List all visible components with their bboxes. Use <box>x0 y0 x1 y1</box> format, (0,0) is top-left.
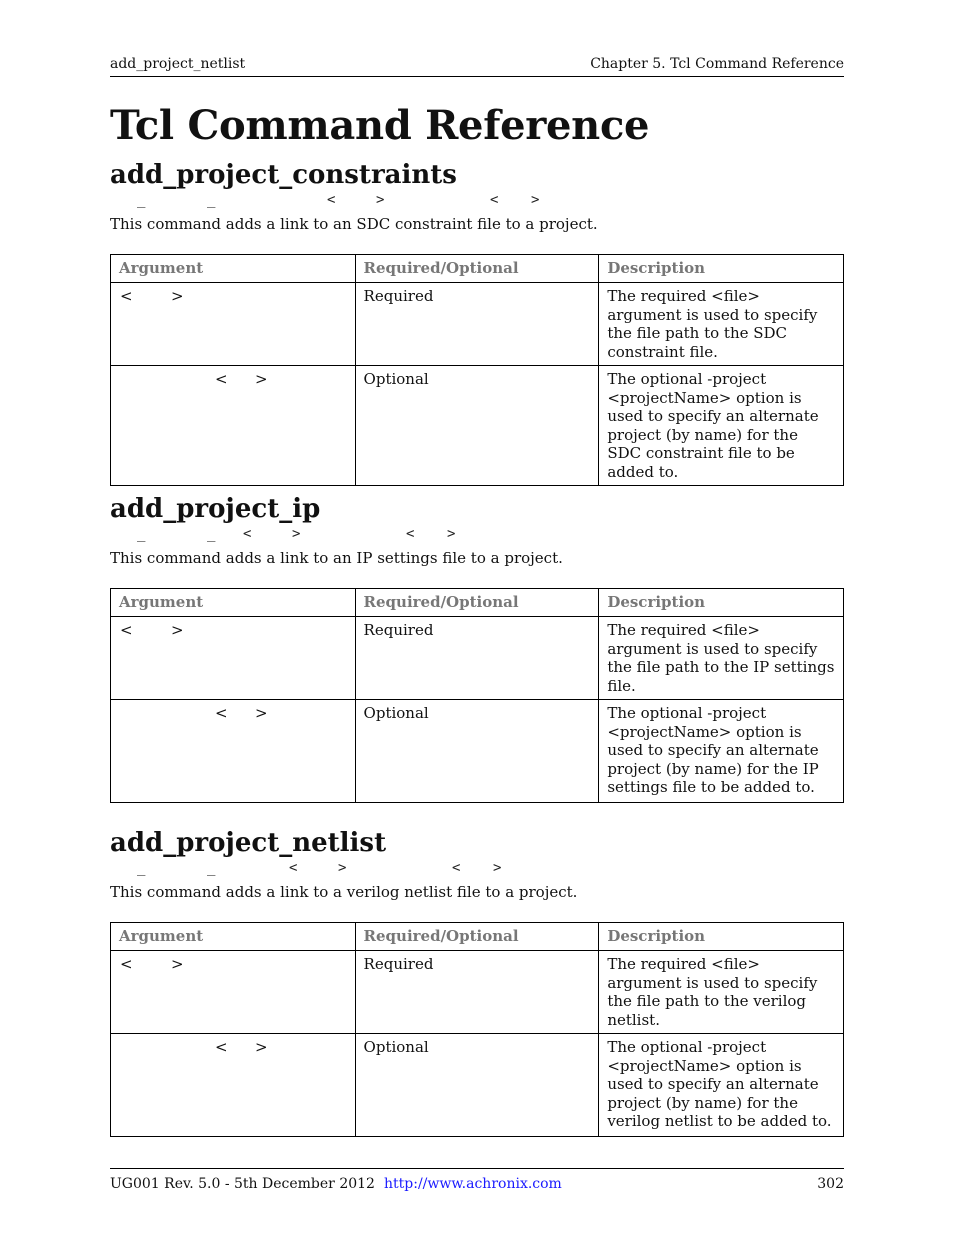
section-title: add_project_ip <box>110 494 321 524</box>
arguments-table <box>110 588 844 803</box>
argument-cell <box>111 951 356 1034</box>
syntax-underscore: _ <box>207 192 216 208</box>
argument-cell <box>111 283 356 366</box>
section-add-project-netlist <box>110 826 844 1137</box>
syntax-lt: < <box>406 526 415 542</box>
command-syntax <box>110 526 844 548</box>
column-header-argument: Argument <box>111 589 356 617</box>
column-header-required: Required/Optional <box>355 923 599 951</box>
table-row <box>111 617 844 700</box>
command-syntax <box>110 860 844 882</box>
argument-cell <box>111 700 356 803</box>
argument-cell <box>111 617 356 700</box>
argument-cell <box>111 366 356 486</box>
syntax-lt: < <box>490 192 499 208</box>
argument-lt: < <box>215 704 228 722</box>
command-description: This command adds a link to a verilog netlist file to a project. <box>110 883 578 901</box>
table-row <box>111 366 844 486</box>
table-row <box>111 283 844 366</box>
argument-gt: > <box>255 704 268 722</box>
required-cell: Required <box>355 951 599 1034</box>
argument-gt: > <box>171 955 184 973</box>
argument-lt: < <box>120 955 133 973</box>
description-cell: The required <file> argument is used to specify the file path to the IP settings file. <box>599 617 844 700</box>
description-cell: The optional -project <projectName> option is used to specify an alternate project (by name) for the verilog netlist to be added to. <box>599 1034 844 1137</box>
column-header-description: Description <box>599 255 844 283</box>
description-cell: The required <file> argument is used to specify the file path to the SDC constraint file. <box>599 283 844 366</box>
argument-gt: > <box>255 370 268 388</box>
required-cell: Required <box>355 283 599 366</box>
syntax-underscore: _ <box>137 192 146 208</box>
syntax-gt: > <box>531 192 540 208</box>
running-footer <box>110 1168 844 1192</box>
table-header-row <box>111 923 844 951</box>
column-header-required: Required/Optional <box>355 255 599 283</box>
command-description: This command adds a link to an IP settings file to a project. <box>110 549 563 567</box>
table-row <box>111 700 844 803</box>
required-cell: Optional <box>355 1034 599 1137</box>
argument-lt: < <box>120 287 133 305</box>
required-cell: Required <box>355 617 599 700</box>
syntax-lt: < <box>452 860 461 876</box>
section-add-project-ip <box>110 492 844 803</box>
table-header-row <box>111 589 844 617</box>
syntax-lt: < <box>327 192 336 208</box>
syntax-gt: > <box>292 526 301 542</box>
page-number: 302 <box>817 1176 844 1192</box>
syntax-underscore: _ <box>207 526 216 542</box>
section-add-project-constraints <box>110 158 844 486</box>
description-cell: The optional -project <projectName> option is used to specify an alternate project (by name) for the IP settings file to be added to. <box>599 700 844 803</box>
argument-gt: > <box>171 621 184 639</box>
syntax-underscore: _ <box>137 860 146 876</box>
section-title: add_project_constraints <box>110 160 457 190</box>
syntax-lt: < <box>289 860 298 876</box>
running-header <box>110 54 844 77</box>
column-header-argument: Argument <box>111 255 356 283</box>
arguments-table <box>110 254 844 486</box>
syntax-underscore: _ <box>207 860 216 876</box>
argument-lt: < <box>215 1038 228 1056</box>
table-row <box>111 951 844 1034</box>
column-header-argument: Argument <box>111 923 356 951</box>
argument-gt: > <box>171 287 184 305</box>
command-description: This command adds a link to an SDC constraint file to a project. <box>110 215 598 233</box>
section-title: add_project_netlist <box>110 828 387 858</box>
table-header-row <box>111 255 844 283</box>
column-header-description: Description <box>599 589 844 617</box>
syntax-gt: > <box>447 526 456 542</box>
syntax-gt: > <box>493 860 502 876</box>
syntax-gt: > <box>338 860 347 876</box>
description-cell: The required <file> argument is used to specify the file path to the verilog netlist. <box>599 951 844 1034</box>
argument-cell <box>111 1034 356 1137</box>
argument-gt: > <box>255 1038 268 1056</box>
argument-lt: < <box>215 370 228 388</box>
header-section-name: add_project_netlist <box>110 56 246 72</box>
column-header-required: Required/Optional <box>355 589 599 617</box>
website-link[interactable]: http://www.achronix.com <box>384 1176 562 1192</box>
description-cell: The optional -project <projectName> option is used to specify an alternate project (by name) for the SDC constraint file to be added to. <box>599 366 844 486</box>
command-syntax <box>110 192 844 214</box>
column-header-description: Description <box>599 923 844 951</box>
arguments-table <box>110 922 844 1137</box>
required-cell: Optional <box>355 366 599 486</box>
syntax-lt: < <box>243 526 252 542</box>
syntax-underscore: _ <box>137 526 146 542</box>
syntax-gt: > <box>376 192 385 208</box>
header-chapter-name: Chapter 5. Tcl Command Reference <box>590 56 844 72</box>
argument-lt: < <box>120 621 133 639</box>
document-revision: UG001 Rev. 5.0 - 5th December 2012 <box>110 1176 375 1192</box>
table-row <box>111 1034 844 1137</box>
required-cell: Optional <box>355 700 599 803</box>
chapter-title: Tcl Command Reference <box>110 102 650 149</box>
